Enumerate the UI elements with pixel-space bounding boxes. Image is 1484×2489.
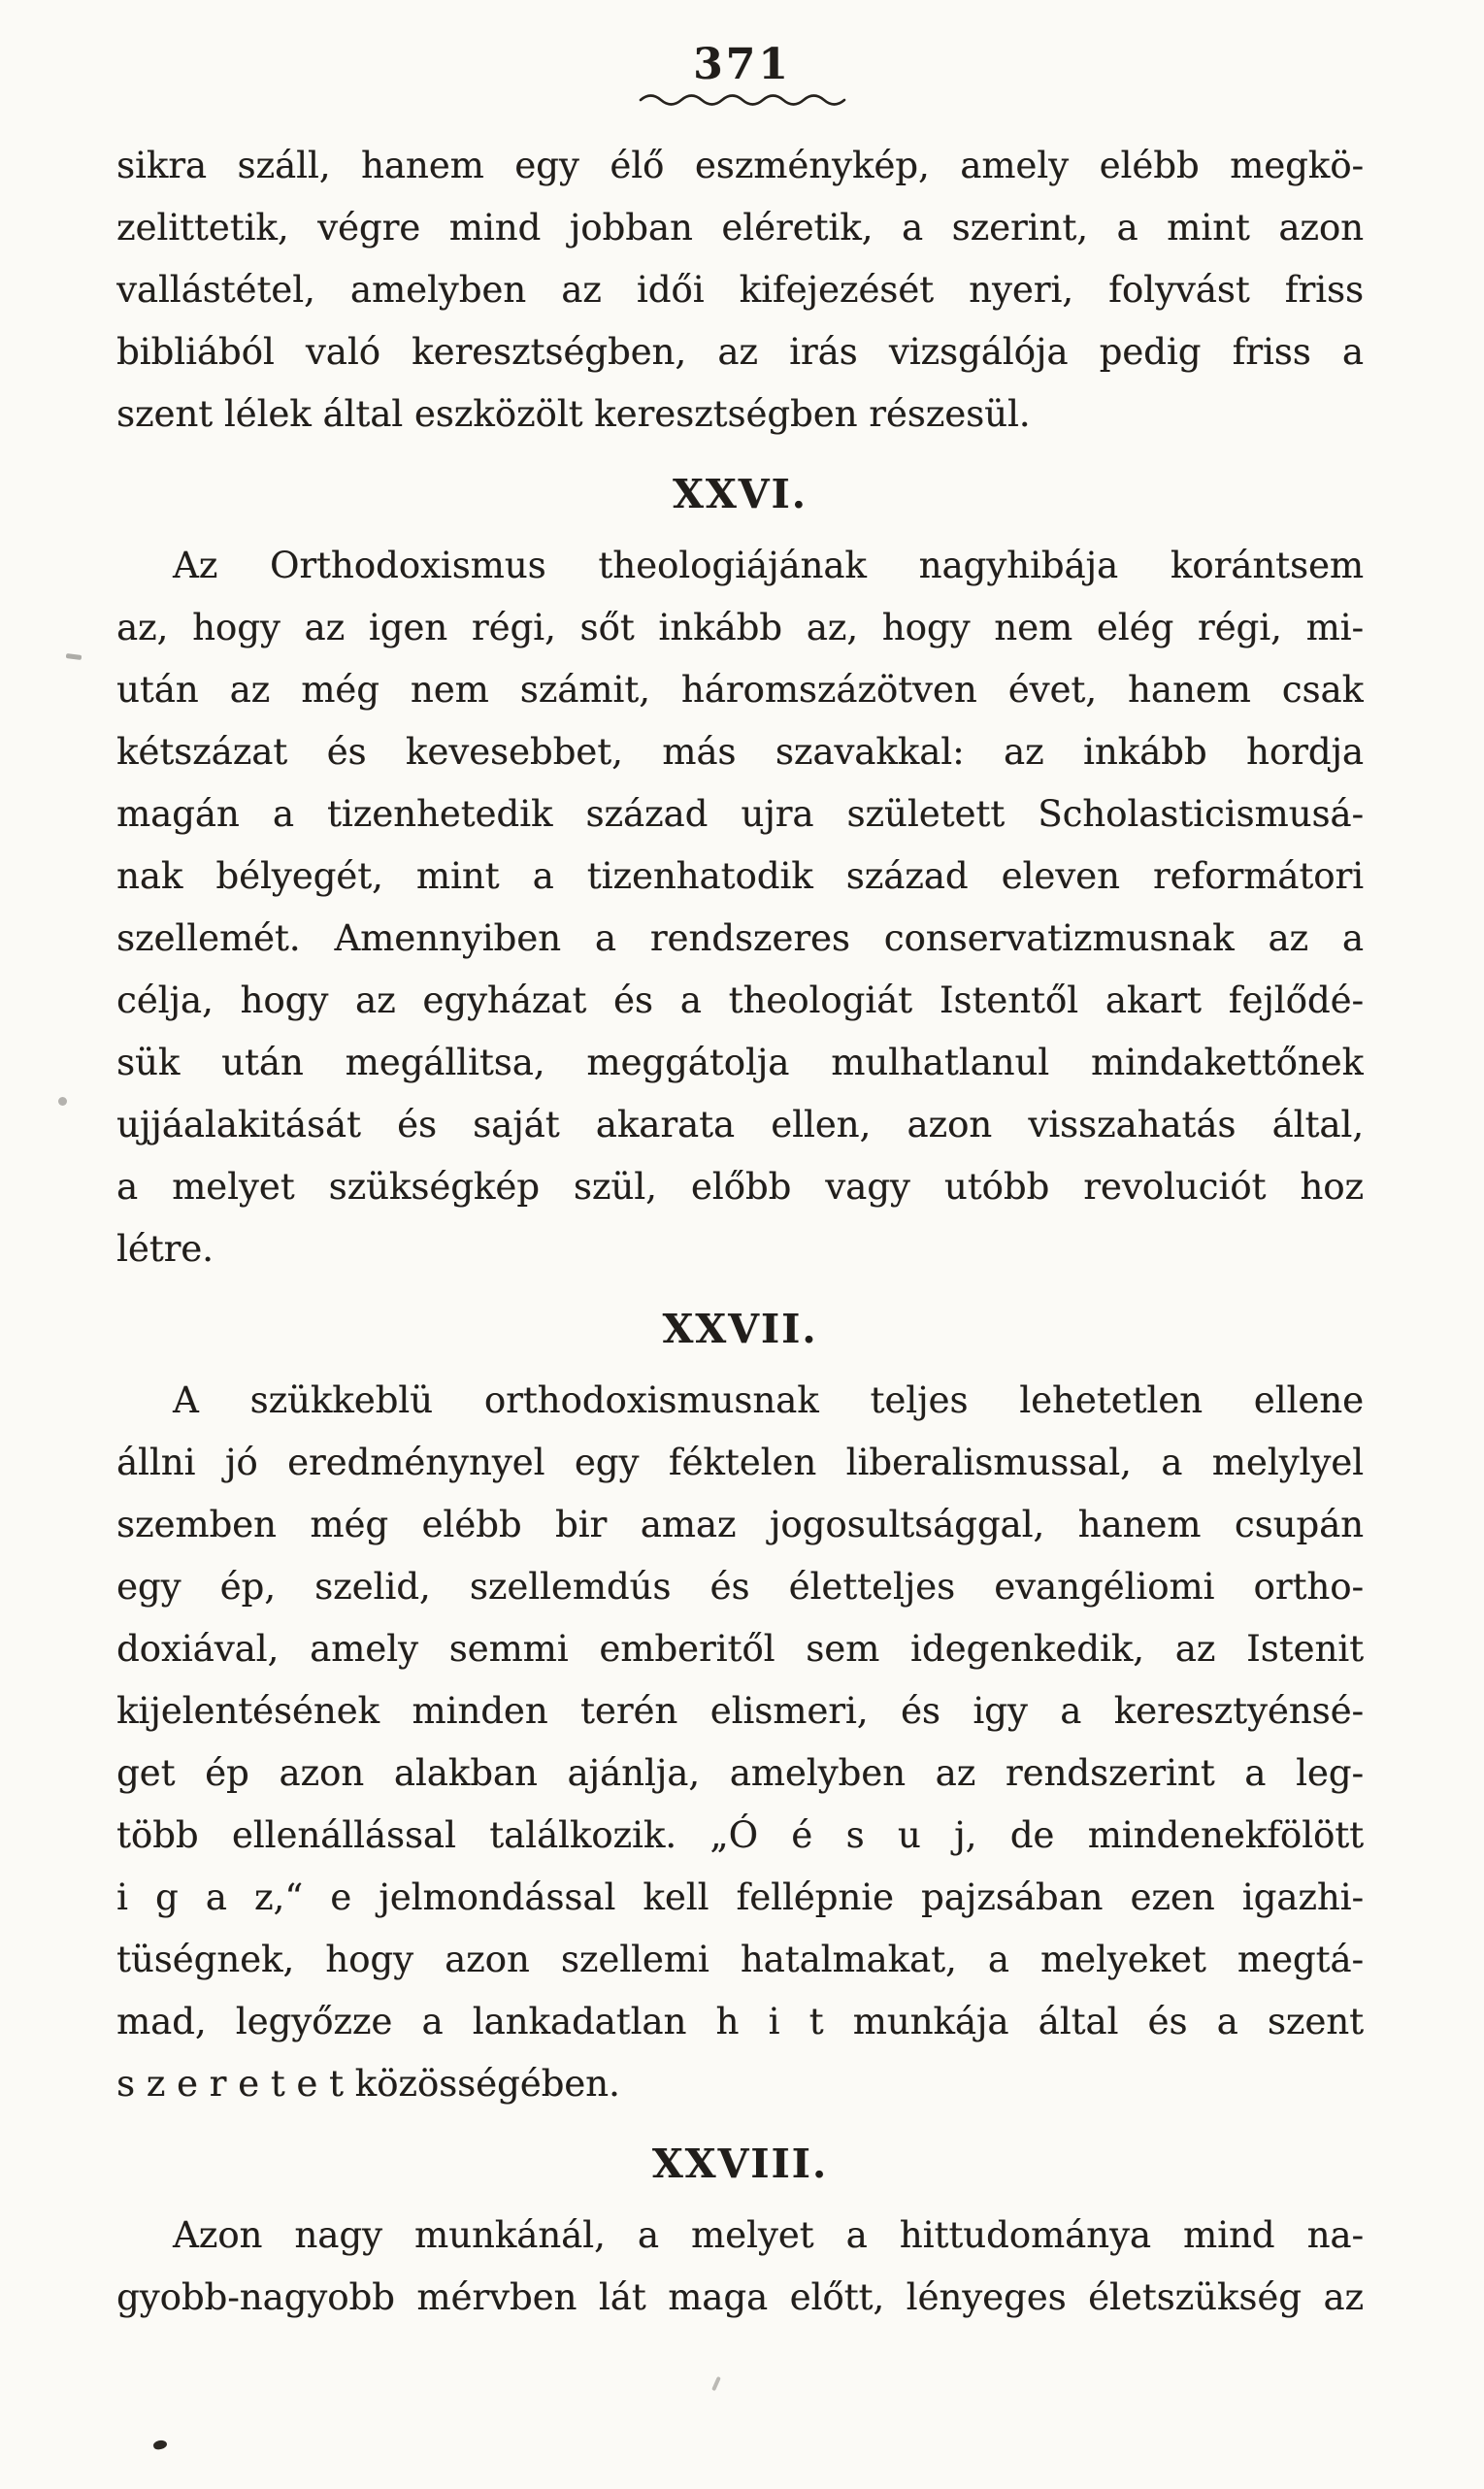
text-line: kétszázat és kevesebbet, más szavakkal: az inkább hordja: [116, 731, 1364, 773]
paragraph-xxvii: [116, 1370, 1364, 2115]
text-line: get ép azon alakban ajánlja, amelyben az rendszerint a leg-: [116, 1752, 1364, 1794]
squiggle-underline-icon: [638, 90, 847, 106]
text-line: zelittetik, végre mind jobban eléretik, a szerint, a mint azon: [116, 207, 1364, 249]
text-line: gyobb-nagyobb mérvben lát maga előtt, lényeges életszükség az: [116, 2276, 1364, 2318]
section-heading-xxviii: XXVIII.: [651, 2141, 829, 2187]
text-line: mad, legyőzze a lankadatlan h i t munkája által és a szent: [116, 2001, 1364, 2042]
text-line: létre.: [116, 1228, 214, 1270]
paragraph-xxviii: [116, 2205, 1364, 2329]
text-line: az, hogy az igen régi, sőt inkább az, hogy nem elég régi, mi-: [116, 607, 1364, 648]
text-line: a melyet szükségkép szül, előbb vagy utóbb revoluciót hoz: [116, 1166, 1364, 1208]
text-line: Azon nagy munkánál, a melyet a hittudománya mind na-: [173, 2214, 1364, 2256]
paragraph-intro: [116, 135, 1364, 446]
text-line: tüségnek, hogy azon szellemi hatalmakat, a melyeket megtá-: [116, 1939, 1364, 1980]
section-heading-xxvi: XXVI.: [673, 471, 808, 517]
text-line: állni jó eredménynyel egy féktelen liberalismussal, a melylyel: [116, 1442, 1364, 1483]
ink-speck: [152, 2439, 168, 2450]
text-line: szellemét. Amennyiben a rendszeres conservatizmusnak az a: [116, 917, 1364, 959]
text-block: [116, 135, 1364, 2329]
page-header: [0, 0, 1484, 106]
text-line: kijelentésének minden terén elismeri, és igy a keresztyénsé-: [116, 1690, 1364, 1732]
text-line: i g a z,“ e jelmondással kell fellépnie pajzsában ezen igazhi-: [116, 1876, 1364, 1918]
text-line: több ellenállással találkozik. „Ó é s u j, de mindenekfölött: [116, 1814, 1364, 1856]
text-line: magán a tizenhetedik század ujra született Scholasticismusá-: [116, 793, 1364, 835]
page-number: 371: [693, 40, 791, 89]
text-line: után az még nem számit, háromszázötven évet, hanem csak: [116, 669, 1364, 711]
text-line: sük után megállitsa, meggátolja mulhatlanul mindakettőnek: [116, 1042, 1364, 1083]
text-line: célja, hogy az egyházat és a theologiát Istentől akart fejlődé-: [116, 979, 1364, 1021]
text-line: doxiával, amely semmi emberitől sem idegenkedik, az Istenit: [116, 1628, 1364, 1670]
text-line: ujjáalakitását és saját akarata ellen, azon visszahatás által,: [116, 1104, 1364, 1145]
paragraph-xxvi: [116, 535, 1364, 1280]
text-line: egy ép, szelid, szellemdús és életteljes evangéliomi ortho-: [116, 1566, 1364, 1608]
text-line: vallástétel, amelyben az idői kifejezését nyeri, folyvást friss: [116, 269, 1364, 311]
text-line: bibliából való keresztségben, az irás vizsgálója pedig friss a: [116, 331, 1364, 373]
text-line: sikra száll, hanem egy élő eszménykép, amely elébb megkö-: [116, 145, 1364, 186]
text-line: A szükkeblü orthodoxismusnak teljes lehetetlen ellene: [173, 1379, 1364, 1421]
text-line: Az Orthodoxismus theologiájának nagyhibája korántsem: [173, 545, 1364, 586]
section-heading-xxvii: XXVII.: [662, 1306, 818, 1352]
ink-speck: [66, 653, 82, 660]
text-line: szemben még elébb bir amaz jogosultsággal, hanem csupán: [116, 1504, 1364, 1545]
ink-speck: [711, 2376, 721, 2391]
text-line: nak bélyegét, mint a tizenhatodik század eleven reformátori: [116, 855, 1364, 897]
ink-speck: [58, 1097, 67, 1106]
text-line: s z e r e t e t közösségében.: [116, 2063, 620, 2105]
text-line: szent lélek által eszközölt keresztségben részesül.: [116, 393, 1031, 435]
